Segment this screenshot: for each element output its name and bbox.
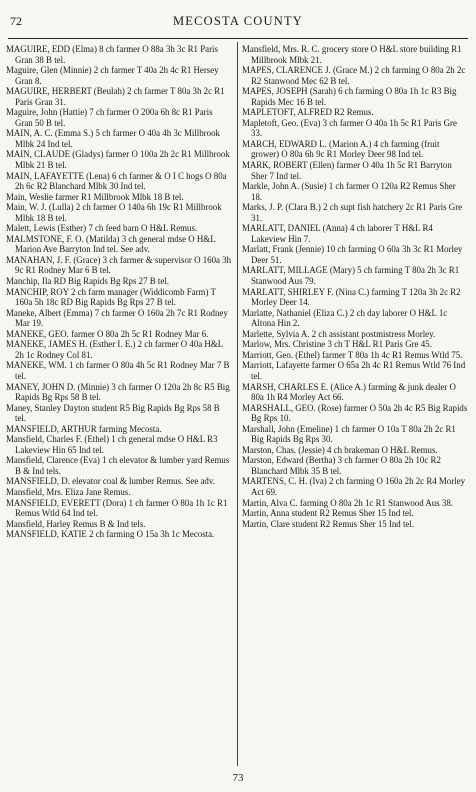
directory-entry: MARTENS, C. H. (Iva) 2 ch farming O 160a 2h 2c R4 Morley Act 69.	[242, 476, 466, 497]
directory-entry: Maneke, Albert (Emma) 7 ch farmer O 160a 2h 7c R1 Rodney Mar 19.	[6, 307, 228, 329]
directory-entry: MANSFIELD, EVERETT (Dora) 1 ch farmer O 80a 1h 1c R1 Remus Wtld 64 Ind tel.	[6, 497, 228, 519]
directory-entry: MAIN, A. C. (Emma S.) 5 ch farmer O 40a 4h 3c Millbrook Mlbk 24 Ind tel.	[6, 128, 220, 149]
directory-entry: MAIN, LAFAYETTE (Lena) 6 ch farmer & O I C hogs O 80a 2h 6c R2 Blanchard Mlbk 30 Ind tel.	[6, 170, 227, 192]
directory-entry: Mapletoft, Geo. (Eva) 3 ch farmer O 40a 1h 5c R1 Paris Gre 33.	[242, 117, 457, 139]
directory-entry: Marriott, Lafayette farmer O 65a 2h 4c R1 Remus Wtld 76 Ind tel.	[242, 360, 466, 381]
directory-entry: MAPES, CLARENCE J. (Grace M.) 2 ch farming O 80a 2h 2c R2 Stanwood Mec 62 B tel.	[242, 65, 466, 86]
directory-entry: Mansfield, Charles F. (Ethel) 1 ch general mdse O H&L R3 Lakeview Hin 65 Ind tel.	[6, 434, 218, 455]
directory-entry: MARSH, CHARLES E. (Alice A.) farming & junk dealer O 80a 1h R4 Morley Act 66.	[242, 381, 456, 403]
directory-entry: MAGUIRE, EDD (Elma) 8 ch farmer O 88a 3h 3c R1 Paris Gran 38 B tel.	[6, 44, 218, 65]
directory-entry: MAPES, JOSEPH (Sarah) 6 ch farming O 80a 1h 1c R3 Big Rapids Mec 16 B tel.	[242, 86, 457, 107]
directory-entry: MAGUIRE, HERBERT (Beulah) 2 ch farmer T 80a 3h 2c R1 Paris Gran 31.	[6, 86, 225, 107]
directory-entry: MARLATT, MILLAGE (Mary) 5 ch farming T 80a 2h 3c R1 Stanwood Aus 79.	[242, 265, 460, 287]
directory-entry: Marshall, John (Emeline) 1 ch farmer O 10a T 80a 2h 2c R1 Big Rapids Bg Rps 30.	[242, 423, 456, 445]
directory-entry: MANEKE, JAMES H. (Esther I. E.) 2 ch farmer O 40a H&L 2h 1c Rodney Col 81.	[6, 339, 223, 360]
directory-column-right	[242, 44, 468, 764]
directory-entry: Manchip, Ila RD Big Rapids Bg Rps 27 B tel.	[6, 276, 169, 287]
directory-entry: Marriott, Geo. (Ethel) farmer T 80a 1h 4c R1 Remus Wtld 75.	[242, 349, 463, 360]
directory-entry: MAPLETOFT, ALFRED R2 Remus.	[242, 107, 374, 118]
directory-entry: MANSFIELD, ARTHUR farming Mecosta.	[6, 423, 162, 434]
directory-entry: MARCH, EDWARD L. (Marion A.) 4 ch farming (fruit grower) O 80a 6h 9c R1 Morley Deer 98 Ind tel.	[242, 138, 440, 160]
directory-entry: Marlatt, Frank (Jennie) 10 ch farming O 60a 3h 3c R1 Morley Deer 51.	[242, 244, 463, 265]
directory-entry: MALMSTONE, F. O. (Matilda) 3 ch general mdse O H&L Marion Ave Barryton Ind tel. See adv.	[6, 233, 216, 255]
directory-column-left	[6, 44, 232, 764]
directory-entry: Marlette, Sylvia A. 2 ch assistant postmistress Morley.	[242, 328, 436, 339]
directory-entry: MANSFIELD, KATIE 2 ch farming O 15a 3h 1c Mecosta.	[6, 529, 215, 540]
directory-entry: Marston, Edward (Bertha) 3 ch farmer O 80a 2h 10c R2 Blanchard Mlbk 35 B tel.	[242, 455, 441, 476]
directory-entry: Mansfield, Mrs. R. C. grocery store O H&L store building R1 Millbrook Mlbk 21.	[242, 44, 462, 65]
directory-entry: Main, Weslie farmer R1 Millbrook Mlbk 18 B tel.	[6, 191, 184, 202]
directory-entry: Maguire, Glen (Minnie) 2 ch farmer T 40a 2h 4c R1 Hersey Gran 8.	[6, 65, 219, 86]
directory-entry: Marston, Chas. (Jessie) 4 ch brakeman O H&L Remus.	[242, 444, 438, 455]
directory-entry: Martin, Alva C. farming O 80a 2h 1c R1 Stanwood Aus 38.	[242, 497, 454, 508]
directory-entry: Maguire, John (Hattie) 7 ch farmer O 200a 6h 8c R1 Paris Gran 50 B tel.	[6, 107, 213, 128]
header-page-number: 72	[10, 14, 22, 28]
page-header	[8, 0, 468, 39]
directory-entry: MANSFIELD, D. elevator coal & lumber Remus. See adv.	[6, 476, 215, 487]
directory-entry: MARK, ROBERT (Ellen) farmer O 40a 1h 5c R1 Barryton Sher 7 Ind tel.	[242, 160, 452, 181]
directory-entry: MANEKE, WM. 1 ch farmer O 80a 4h 5c R1 Rodney Mar 7 B tel.	[6, 360, 230, 381]
directory-entry: Mansfield, Harley Remus B & Ind tels.	[6, 518, 146, 529]
directory-entry: MANCHIP, ROY 2 ch farm manager (Widdicomb Farm) T 160a 5h 18c RD Big Rapids Bg Rps 27 B tel.	[6, 286, 216, 308]
directory-entry: MAIN, CLAUDE (Gladys) farmer O 100a 2h 2c R1 Millbrook Mlbk 21 B tel.	[6, 149, 230, 171]
directory-entry: MARSHALL, GEO. (Rose) farmer O 50a 2h 4c R5 Big Rapids Bg Rps 10.	[242, 402, 468, 424]
directory-entry: Martin, Clare student R2 Remus Sher 15 Ind tel.	[242, 518, 415, 529]
directory-entry: Marks, J. P. (Clara B.) 2 ch supt fish hatchery 2c R1 Paris Gre 31.	[242, 202, 463, 223]
directory-entry: Mansfield, Mrs. Eliza Jane Remus.	[6, 486, 131, 497]
directory-entry: Marlow, Mrs. Christine 3 ch T H&L R1 Paris Gre 45.	[242, 339, 432, 350]
page-title: MECOSTA COUNTY	[172, 14, 304, 28]
directory-entry: Markle, John A. (Susie) 1 ch farmer O 120a R2 Remus Sher 18.	[242, 181, 456, 202]
directory-entry: MANEY, JOHN D. (Minnie) 3 ch farmer O 120a 2h 8c R5 Big Rapids Bg Rps 58 B tel.	[6, 381, 230, 403]
directory-entry: MARLATT, SHIRLEY F. (Nina C.) farming T 120a 3h 2c R2 Morley Deer 14.	[242, 286, 461, 308]
directory-entry: Maney, Stanley Dayton student R5 Big Rapids Bg Rps 58 B tel.	[6, 402, 220, 424]
directory-entry: MANEKE, GEO. farmer O 80a 2h 5c R1 Rodney Mar 6.	[6, 328, 209, 339]
directory-entry: Martin, Anna student R2 Remus Sher 15 Ind tel.	[242, 508, 414, 519]
directory-entry: Malett, Lewis (Esther) 7 ch feed barn O H&L Remus.	[6, 223, 198, 234]
directory-entry: MARLATT, DANIEL (Anna) 4 ch laborer T H&L R4 Lakeview Hin 7.	[242, 223, 433, 244]
page-footer-number: 73	[232, 772, 244, 784]
directory-entry: Main, W. J. (Lulla) 2 ch farmer O 140a 6h 19c R1 Millbrook Mlbk 18 B tel.	[6, 202, 222, 223]
column-divider	[237, 42, 238, 766]
directory-entry: Marlatte, Nathaniel (Eliza C.) 2 ch day laborer O H&L 1c Altona Hin 2.	[242, 307, 448, 329]
directory-entry: MANAHAN, J. F. (Grace) 3 ch farmer & supervisor O 160a 3h 9c R1 Rodney Mar 6 B tel.	[6, 254, 232, 276]
directory-entry: Mansfield, Clarence (Eva) 1 ch elevator & lumber yard Remus B & Ind tels.	[6, 455, 230, 476]
